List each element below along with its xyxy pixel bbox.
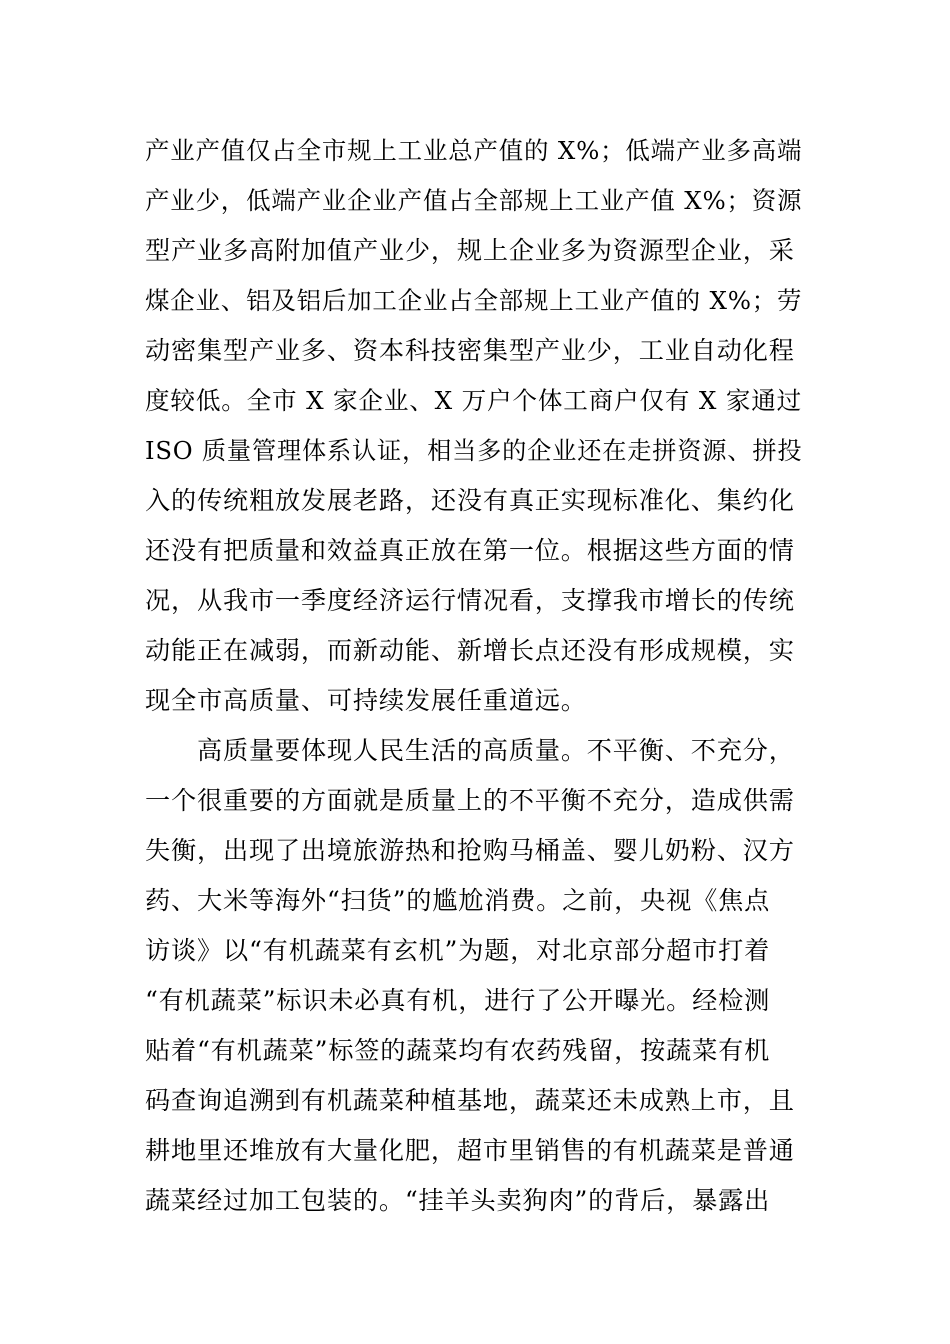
paragraph-2-line: 码查询追溯到有机蔬菜种植基地，蔬菜还未成熟上市，且: [145, 1086, 795, 1115]
paragraph-1-line: 现全市高质量、可持续发展任重道远。: [145, 686, 587, 715]
paragraph-2-line: 蔬菜经过加工包装的。“挂羊头卖狗肉”的背后，暴露出: [145, 1186, 771, 1215]
paragraph-2-line: 一个很重要的方面就是质量上的不平衡不充分，造成供需: [145, 786, 795, 815]
paragraph-2-line: 药、大米等海外“扫货”的尴尬消费。之前，央视《焦点: [145, 886, 771, 915]
paragraph-2-line: 耕地里还堆放有大量化肥，超市里销售的有机蔬菜是普通: [145, 1136, 795, 1165]
paragraph-1-line: 况，从我市一季度经济运行情况看，支撑我市增长的传统: [145, 586, 795, 615]
paragraph-1-line: 型产业多高附加值产业少，规上企业多为资源型企业，采: [145, 236, 795, 265]
paragraph-1-line: 度较低。全市 X 家企业、X 万户个体工商户仅有 X 家通过: [145, 386, 803, 415]
paragraph-1-line: 还没有把质量和效益真正放在第一位。根据这些方面的情: [145, 536, 795, 565]
paragraph-2-first-line: 高质量要体现人民生活的高质量。不平衡、不充分，: [197, 736, 795, 765]
paragraph-1-line: 动能正在减弱，而新动能、新增长点还没有形成规模，实: [145, 636, 795, 665]
paragraph-1-line: ISO 质量管理体系认证，相当多的企业还在走拼资源、拼投: [145, 437, 803, 465]
paragraph-1-line: 煤企业、铝及铝后加工企业占全部规上工业产值的 X%；劳: [145, 286, 803, 315]
paragraph-1-line: 产业产值仅占全市规上工业总产值的 X%；低端产业多高端: [145, 136, 803, 165]
paragraph-2-line: 失衡，出现了出境旅游热和抢购马桶盖、婴儿奶粉、汉方: [145, 836, 795, 865]
paragraph-1-line: 入的传统粗放发展老路，还没有真正实现标准化、集约化: [145, 486, 795, 515]
paragraph-2-line: “有机蔬菜”标识未必真有机，进行了公开曝光。经检测: [145, 986, 771, 1015]
paragraph-2-line: 访谈》以“有机蔬菜有玄机”为题，对北京部分超市打着: [145, 936, 771, 965]
paragraph-1-line: 产业少，低端产业企业产值占全部规上工业产值 X%；资源: [145, 186, 803, 215]
paragraph-2-line: 贴着“有机蔬菜”标签的蔬菜均有农药残留，按蔬菜有机: [145, 1036, 771, 1065]
paragraph-1-line: 动密集型产业多、资本科技密集型产业少，工业自动化程: [145, 336, 795, 365]
